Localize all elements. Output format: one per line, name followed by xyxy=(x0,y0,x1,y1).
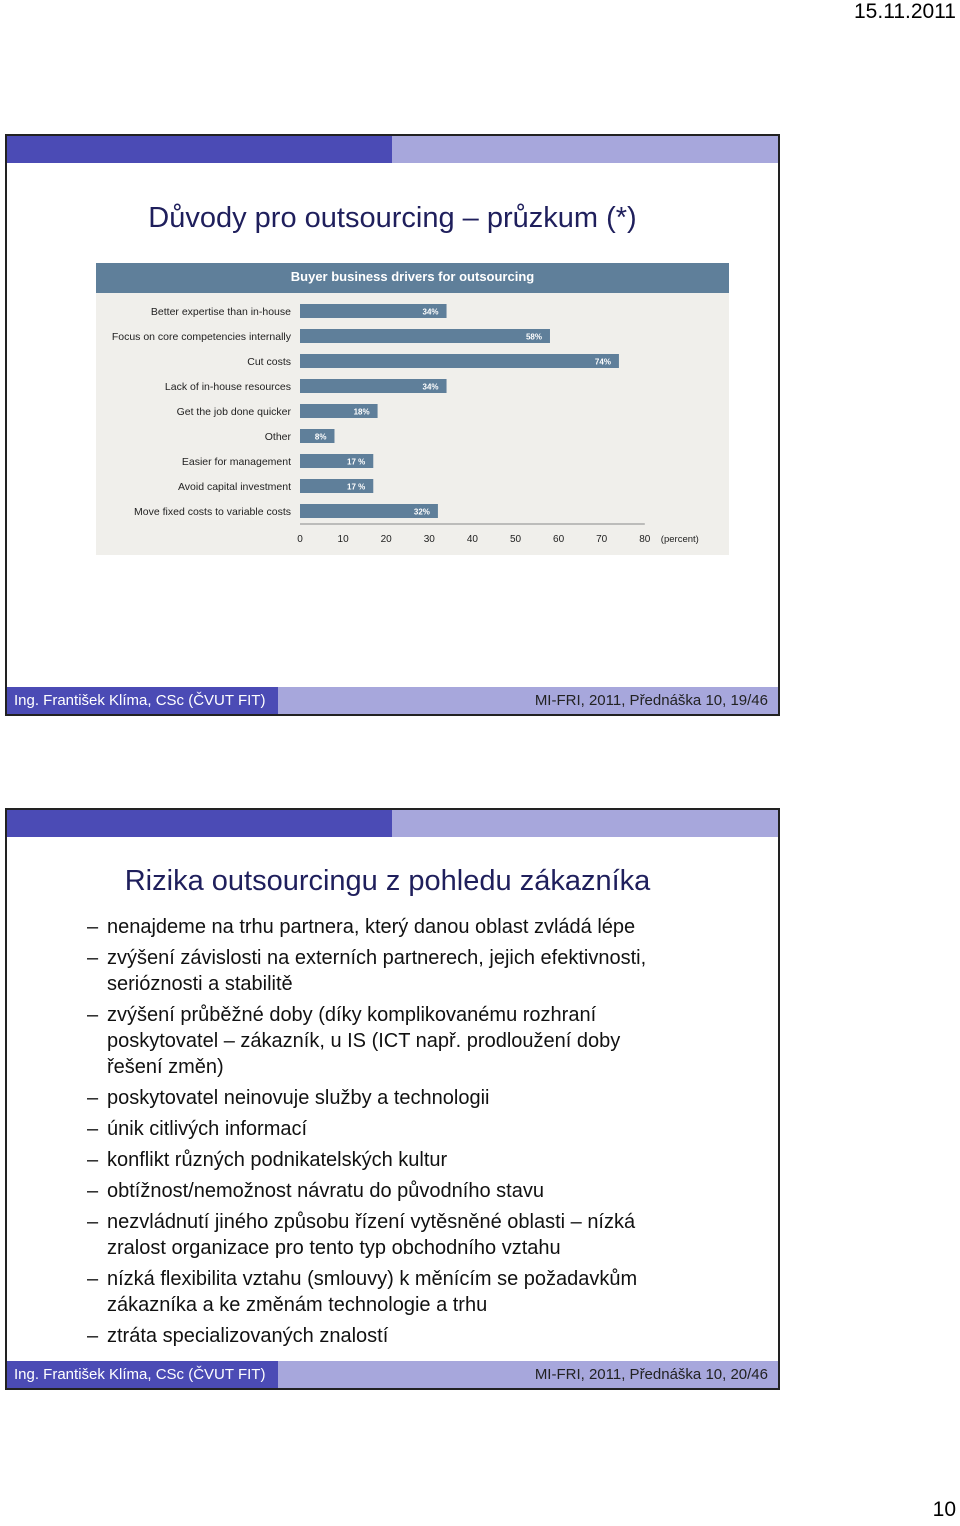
slide-20 xyxy=(5,808,780,1390)
bullet-dash: – xyxy=(87,1004,99,1026)
x-axis-unit: (percent) xyxy=(660,534,699,545)
bullet-dash: – xyxy=(87,1180,99,1202)
bar-value-label: 58% xyxy=(525,332,542,342)
bullet-item xyxy=(87,945,727,997)
bar-value-label: 32% xyxy=(413,507,430,517)
bullet-dash: – xyxy=(87,916,99,938)
bullet-dash: – xyxy=(87,1149,99,1171)
chart-area xyxy=(96,263,729,555)
bullet-text-line: ztráta specializovaných znalostí xyxy=(107,1325,389,1347)
category-label: Cut costs xyxy=(247,356,291,368)
x-tick-label: 80 xyxy=(639,534,651,545)
slide-19 xyxy=(5,134,780,716)
bullet-text-line: obtížnost/nemožnost návratu do původního stavu xyxy=(107,1180,544,1202)
bullet-text-line: poskytovatel – zákazník, u IS (ICT např. prodloužení doby xyxy=(107,1030,621,1052)
bullet-text-line: zvýšení závislosti na externích partnerech, jejich efektivnosti, xyxy=(107,947,647,969)
header-bar-dark xyxy=(7,136,392,163)
slide-header-bar xyxy=(7,810,778,837)
bullet-text-line: nezvládnutí jiného způsobu řízení vytěsněné oblasti – nízká xyxy=(107,1211,636,1233)
category-label: Better expertise than in-house xyxy=(150,306,291,318)
page-date: 15.11.2011 xyxy=(854,0,956,23)
bullet-dash: – xyxy=(87,1087,99,1109)
footer-course: MI-FRI, 2011, Přednáška 10, 19/46 xyxy=(278,687,778,714)
bullet-text-line: zralost organizace pro tento typ obchodního vztahu xyxy=(107,1237,561,1259)
bullet-item xyxy=(87,1147,727,1173)
bullet-item xyxy=(87,1178,727,1204)
slide-title: Důvody pro outsourcing – průzkum (*) xyxy=(148,202,637,234)
bullet-text-line: únik citlivých informací xyxy=(107,1118,308,1140)
slide-footer xyxy=(7,687,778,714)
bar-value-label: 74% xyxy=(594,357,611,367)
x-tick-label: 50 xyxy=(509,534,522,545)
header-bar-light xyxy=(392,810,778,837)
bullet-item xyxy=(87,1209,727,1261)
bar-value-label: 18% xyxy=(353,407,370,417)
bar-value-label: 34% xyxy=(422,307,439,317)
slide-title: Rizika outsourcingu z pohledu zákazníka xyxy=(124,865,651,897)
chart-title: Buyer business drivers for outsourcing xyxy=(96,263,729,293)
bullet-item xyxy=(87,1002,727,1080)
bullet-dash: – xyxy=(87,947,99,969)
bullet-item xyxy=(87,1266,727,1318)
x-tick-label: 40 xyxy=(466,534,478,545)
x-tick-label: 70 xyxy=(596,534,608,545)
bullet-item xyxy=(87,914,727,940)
bullet-text-line: serióznosti a stabilitě xyxy=(107,973,293,995)
page-number: 10 xyxy=(932,1498,956,1521)
bar-value-label: 8% xyxy=(314,432,327,442)
category-label: Other xyxy=(264,431,291,443)
footer-author: Ing. František Klíma, CSc (ČVUT FIT) xyxy=(7,687,278,714)
x-tick-label: 60 xyxy=(553,534,565,545)
bullet-dash: – xyxy=(87,1268,99,1290)
x-tick-label: 10 xyxy=(337,534,349,545)
x-tick-label: 20 xyxy=(380,534,392,545)
bullet-item xyxy=(87,1323,727,1349)
bar-1 xyxy=(300,329,550,343)
bullet-text-line: zákazníka a ke změnám technologie a trhu xyxy=(107,1294,488,1316)
slide-header-bar xyxy=(7,136,778,163)
header-bar-dark xyxy=(7,810,392,837)
bullet-text-line: konflikt různých podnikatelských kultur xyxy=(107,1149,448,1171)
bullet-dash: – xyxy=(87,1325,99,1347)
bullet-text-line: řešení změn) xyxy=(107,1056,224,1078)
bar-chart xyxy=(96,263,729,555)
bullet-item xyxy=(87,1116,727,1142)
bar-value-label: 34% xyxy=(422,382,439,392)
x-tick-label: 0 xyxy=(297,534,303,545)
category-label: Lack of in-house resources xyxy=(164,381,291,393)
x-tick-label: 30 xyxy=(423,534,435,545)
bar-value-label: 17 % xyxy=(347,457,366,467)
category-label: Avoid capital investment xyxy=(177,481,291,493)
bar-2 xyxy=(300,354,619,368)
category-label: Get the job done quicker xyxy=(176,406,291,418)
bullet-text-line: poskytovatel neinovuje služby a technologii xyxy=(107,1087,490,1109)
slide-footer xyxy=(7,1361,778,1388)
category-label: Focus on core competencies internally xyxy=(111,331,291,343)
bullet-text-line: nízká flexibilita vztahu (smlouvy) k měnícím se požadavkům xyxy=(107,1268,638,1290)
category-label: Easier for management xyxy=(181,456,291,468)
bullet-text-line: zvýšení průběžné doby (díky komplikovanému rozhraní xyxy=(107,1004,597,1026)
footer-author: Ing. František Klíma, CSc (ČVUT FIT) xyxy=(7,1361,278,1388)
footer-course: MI-FRI, 2011, Přednáška 10, 20/46 xyxy=(278,1361,778,1388)
header-bar-light xyxy=(392,136,778,163)
category-label: Move fixed costs to variable costs xyxy=(134,506,291,518)
bar-value-label: 17 % xyxy=(347,482,366,492)
bullet-text-line: nenajdeme na trhu partnera, který danou oblast zvládá lépe xyxy=(107,916,636,938)
bullet-dash: – xyxy=(87,1118,99,1140)
bullet-dash: – xyxy=(87,1211,99,1233)
bullet-item xyxy=(87,1085,727,1111)
